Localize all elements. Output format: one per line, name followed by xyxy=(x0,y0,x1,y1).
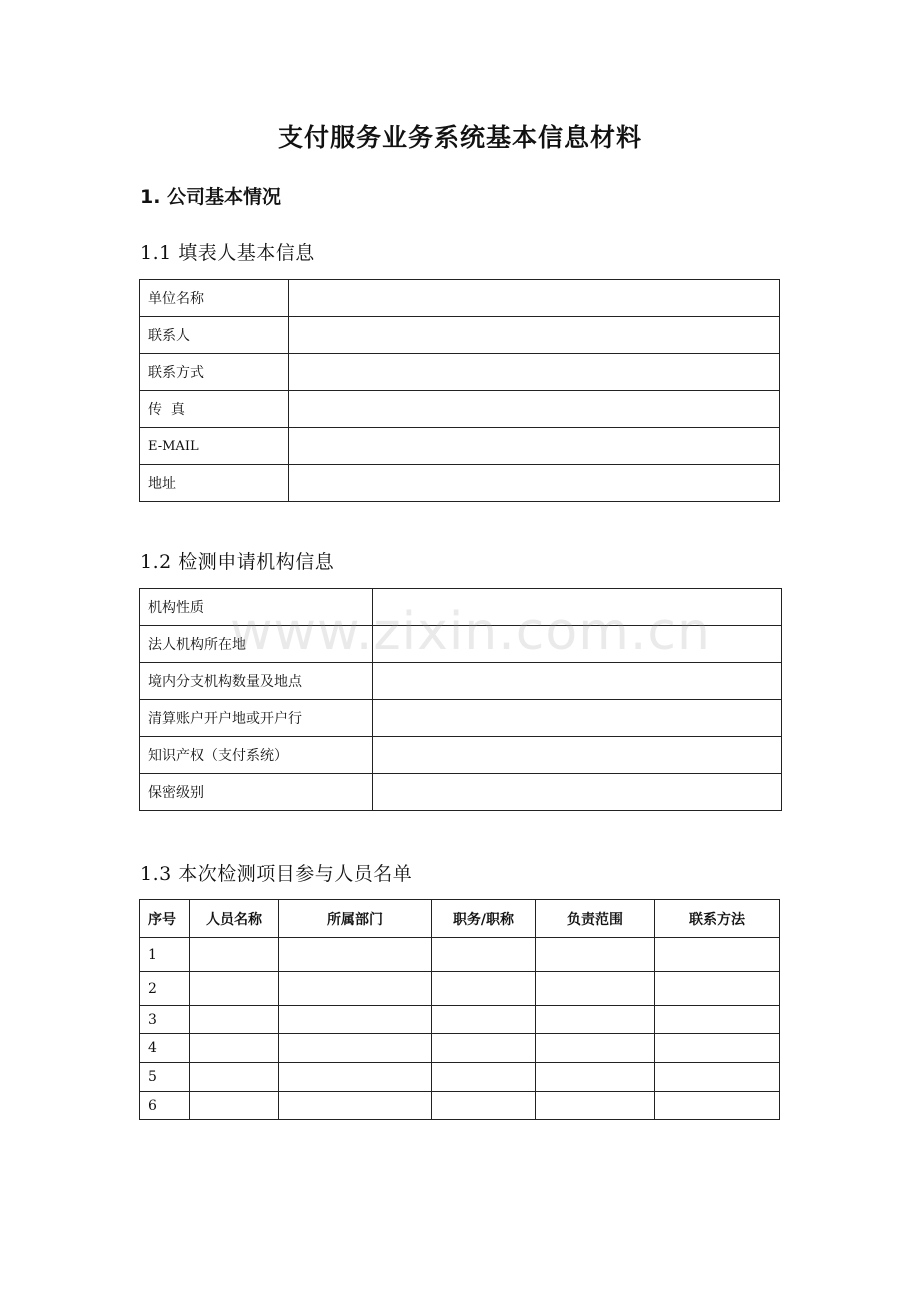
dept-cell[interactable] xyxy=(279,1063,432,1092)
institution-info-table xyxy=(139,588,782,811)
institution-type-field[interactable] xyxy=(373,589,782,626)
name-cell[interactable] xyxy=(190,1092,279,1120)
contact-cell[interactable] xyxy=(655,938,780,972)
title-cell[interactable] xyxy=(432,1006,536,1034)
row-label: 知识产权（支付系统） xyxy=(140,737,373,774)
seq-cell: 6 xyxy=(140,1092,190,1120)
name-cell[interactable] xyxy=(190,1063,279,1092)
contact-method-field[interactable] xyxy=(289,354,780,391)
table-row xyxy=(140,280,780,317)
section-1-1-heading: 1.1 填表人基本信息 xyxy=(140,242,315,264)
row-label: 机构性质 xyxy=(140,589,373,626)
table-row xyxy=(140,391,780,428)
table-row xyxy=(140,1034,780,1063)
row-label: E-MAIL xyxy=(140,428,289,465)
table-row xyxy=(140,589,782,626)
table-row xyxy=(140,354,780,391)
dept-cell[interactable] xyxy=(279,1092,432,1120)
title-cell[interactable] xyxy=(432,1063,536,1092)
name-cell[interactable] xyxy=(190,1034,279,1063)
table-row xyxy=(140,317,780,354)
table-row xyxy=(140,1006,780,1034)
scope-cell[interactable] xyxy=(536,972,655,1006)
legal-entity-location-field[interactable] xyxy=(373,626,782,663)
row-label: 单位名称 xyxy=(140,280,289,317)
page-title: 支付服务业务系统基本信息材料 xyxy=(277,123,642,152)
name-cell[interactable] xyxy=(190,938,279,972)
table-row xyxy=(140,465,780,502)
row-label: 联系人 xyxy=(140,317,289,354)
table-header-row xyxy=(140,900,780,938)
row-label: 联系方式 xyxy=(140,354,289,391)
contact-cell[interactable] xyxy=(655,972,780,1006)
branch-count-field[interactable] xyxy=(373,663,782,700)
table-row xyxy=(140,1092,780,1120)
seq-cell: 2 xyxy=(140,972,190,1006)
name-cell[interactable] xyxy=(190,972,279,1006)
scope-cell[interactable] xyxy=(536,1006,655,1034)
dept-cell[interactable] xyxy=(279,1034,432,1063)
column-header: 序号 xyxy=(140,900,190,938)
contact-cell[interactable] xyxy=(655,1006,780,1034)
title-cell[interactable] xyxy=(432,1092,536,1120)
contact-cell[interactable] xyxy=(655,1034,780,1063)
table-row xyxy=(140,737,782,774)
ip-rights-field[interactable] xyxy=(373,737,782,774)
table-row xyxy=(140,428,780,465)
personnel-table xyxy=(139,899,780,1120)
column-header: 职务/职称 xyxy=(432,900,536,938)
address-field[interactable] xyxy=(289,465,780,502)
row-label: 境内分支机构数量及地点 xyxy=(140,663,373,700)
table-row xyxy=(140,774,782,811)
row-label: 地址 xyxy=(140,465,289,502)
email-field[interactable] xyxy=(289,428,780,465)
row-label: 清算账户开户地或开户行 xyxy=(140,700,373,737)
table-row xyxy=(140,938,780,972)
row-label: 保密级别 xyxy=(140,774,373,811)
column-header: 人员名称 xyxy=(190,900,279,938)
table-row xyxy=(140,972,780,1006)
dept-cell[interactable] xyxy=(279,972,432,1006)
title-cell[interactable] xyxy=(432,938,536,972)
security-level-field[interactable] xyxy=(373,774,782,811)
dept-cell[interactable] xyxy=(279,938,432,972)
column-header: 负责范围 xyxy=(536,900,655,938)
seq-cell: 4 xyxy=(140,1034,190,1063)
unit-name-field[interactable] xyxy=(289,280,780,317)
row-label: 法人机构所在地 xyxy=(140,626,373,663)
section-1-heading: 1. 公司基本情况 xyxy=(140,186,282,208)
seq-cell: 5 xyxy=(140,1063,190,1092)
scope-cell[interactable] xyxy=(536,1034,655,1063)
scope-cell[interactable] xyxy=(536,1063,655,1092)
row-label: 传 真 xyxy=(140,391,289,428)
section-1-3-heading: 1.3 本次检测项目参与人员名单 xyxy=(140,863,413,885)
watermark: www.zixin.com.cn xyxy=(230,602,711,662)
table-row xyxy=(140,626,782,663)
contact-info-table xyxy=(139,279,780,502)
table-row xyxy=(140,700,782,737)
seq-cell: 1 xyxy=(140,938,190,972)
scope-cell[interactable] xyxy=(536,1092,655,1120)
name-cell[interactable] xyxy=(190,1006,279,1034)
contact-cell[interactable] xyxy=(655,1092,780,1120)
fax-field[interactable] xyxy=(289,391,780,428)
column-header: 联系方法 xyxy=(655,900,780,938)
dept-cell[interactable] xyxy=(279,1006,432,1034)
contact-person-field[interactable] xyxy=(289,317,780,354)
settlement-account-field[interactable] xyxy=(373,700,782,737)
table-row xyxy=(140,1063,780,1092)
column-header: 所属部门 xyxy=(279,900,432,938)
scope-cell[interactable] xyxy=(536,938,655,972)
contact-cell[interactable] xyxy=(655,1063,780,1092)
seq-cell: 3 xyxy=(140,1006,190,1034)
title-cell[interactable] xyxy=(432,972,536,1006)
title-cell[interactable] xyxy=(432,1034,536,1063)
section-1-2-heading: 1.2 检测申请机构信息 xyxy=(140,551,335,573)
table-row xyxy=(140,663,782,700)
